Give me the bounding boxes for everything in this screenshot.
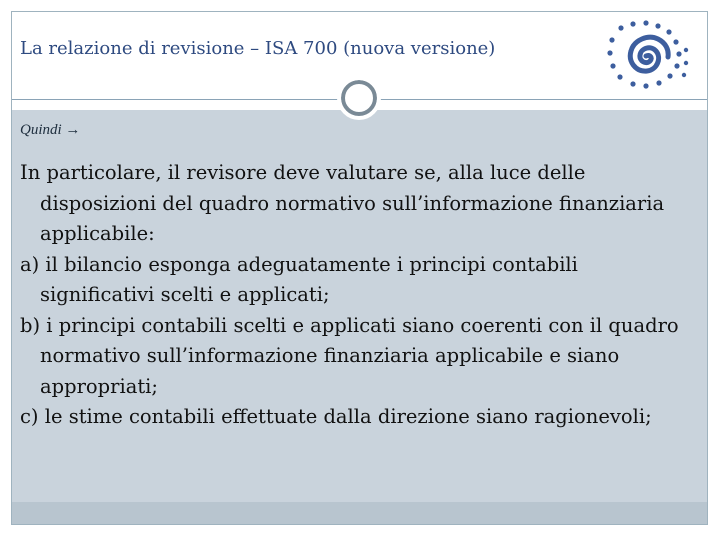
subheading: Quindi → xyxy=(20,122,81,138)
body-text xyxy=(20,158,695,433)
paragraph-item-c: c) le stime contabili effettuate dalla direzione siano ragionevoli; xyxy=(20,405,652,428)
circle-divider-icon xyxy=(341,80,377,116)
slide-title: La relazione di revisione – ISA 700 (nuova versione) xyxy=(20,38,496,59)
content-bottom-bar xyxy=(12,502,707,524)
paragraph-item-a: a) il bilancio esponga adeguatamente i principi contabili significativi scelti e applicati; xyxy=(20,252,578,306)
paragraph-item-b: b) i principi contabili scelti e applicati siano coerenti con il quadro normativo sull’informazione finanziaria applicabile e siano appropriati; xyxy=(20,313,679,398)
spiral-logo-icon xyxy=(606,20,692,96)
paragraph-intro: In particolare, il revisore deve valutare se, alla luce delle disposizioni del quadro normativo sull’informazione finanziaria applicabile: xyxy=(20,161,665,245)
